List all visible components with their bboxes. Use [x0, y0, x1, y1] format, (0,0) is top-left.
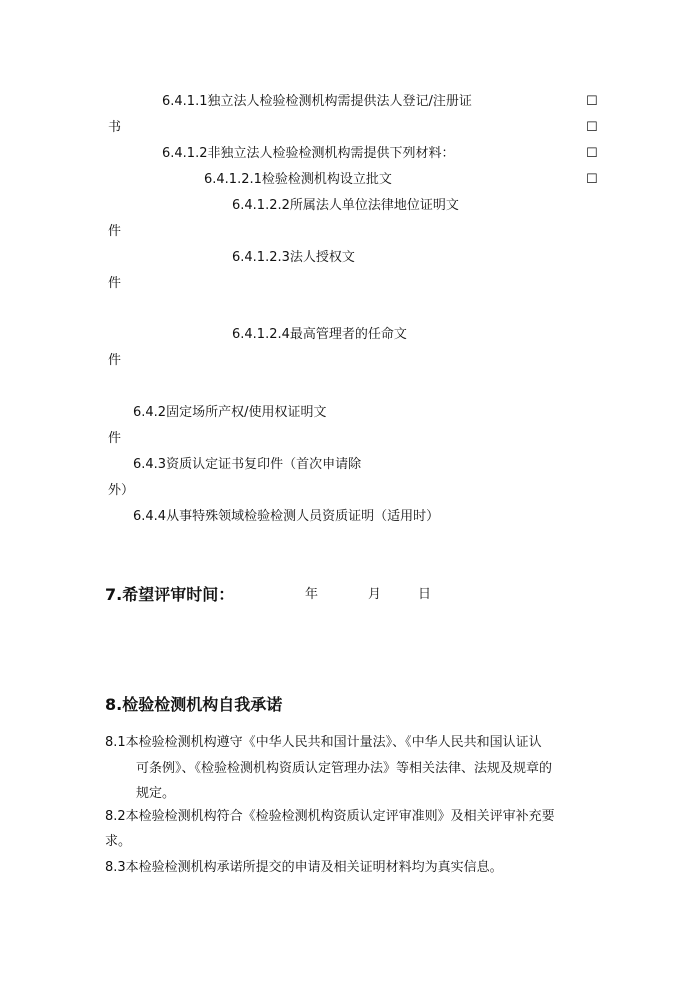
commitment-8-1-line-2: 可条例》、《检验检测机构资质认定管理办法》等相关法律、法规及规章的: [136, 761, 553, 776]
item-6-4-1-2-2: 6.4.1.2.2所属法人单位法律地位证明文: [232, 198, 459, 213]
checkbox-6-4-1-1-wrap[interactable]: ☐: [586, 120, 598, 135]
item-6-4-1-2-3: 6.4.1.2.3法人授权文: [232, 250, 355, 265]
commitment-8-2-line-1: 8.2本检验检测机构符合《检验检测机构资质认定评审准则》及相关评审补充要: [105, 809, 555, 824]
item-6-4-1-2: 6.4.1.2非独立法人检验检测机构需提供下列材料：: [162, 146, 455, 161]
section-7-title: 7.希望评审时间：: [105, 585, 235, 604]
item-6-4-1-2-4-wrap: 件: [108, 353, 122, 368]
checkbox-6-4-1-2-1[interactable]: ☐: [586, 172, 598, 187]
item-6-4-3: 6.4.3资质认定证书复印件（首次申请除: [133, 457, 362, 472]
commitment-8-2-line-2: 求。: [105, 834, 132, 849]
commitment-8-3-line-1: 8.3本检验检测机构承诺所提交的申请及相关证明材料均为真实信息。: [105, 860, 503, 875]
item-6-4-2: 6.4.2固定场所产权/使用权证明文: [133, 405, 327, 420]
section-8-title: 8.检验检测机构自我承诺: [105, 695, 283, 714]
item-6-4-1-2-4: 6.4.1.2.4最高管理者的任命文: [232, 327, 407, 342]
month-label: 月: [368, 587, 382, 602]
day-label: 日: [418, 587, 432, 602]
item-6-4-1-2-3-wrap: 件: [108, 276, 122, 291]
commitment-8-1-line-1: 8.1本检验检测机构遵守《中华人民共和国计量法》、《中华人民共和国认证认: [105, 735, 542, 750]
item-6-4-4: 6.4.4从事特殊领域检验检测人员资质证明（适用时）: [133, 509, 440, 524]
checkbox-6-4-1-2[interactable]: ☐: [586, 146, 598, 161]
item-6-4-1-2-1: 6.4.1.2.1检验检测机构设立批文: [204, 172, 392, 187]
item-6-4-1-1: 6.4.1.1独立法人检验检测机构需提供法人登记/注册证: [162, 94, 472, 109]
item-6-4-2-wrap: 件: [108, 431, 122, 446]
checkbox-6-4-1-1[interactable]: ☐: [586, 94, 598, 109]
commitment-8-1-line-3: 规定。: [136, 786, 176, 801]
item-6-4-1-1-wrap: 书: [108, 120, 122, 135]
item-6-4-1-2-2-wrap: 件: [108, 224, 122, 239]
year-label: 年: [305, 587, 319, 602]
item-6-4-3-wrap: 外）: [108, 483, 135, 498]
